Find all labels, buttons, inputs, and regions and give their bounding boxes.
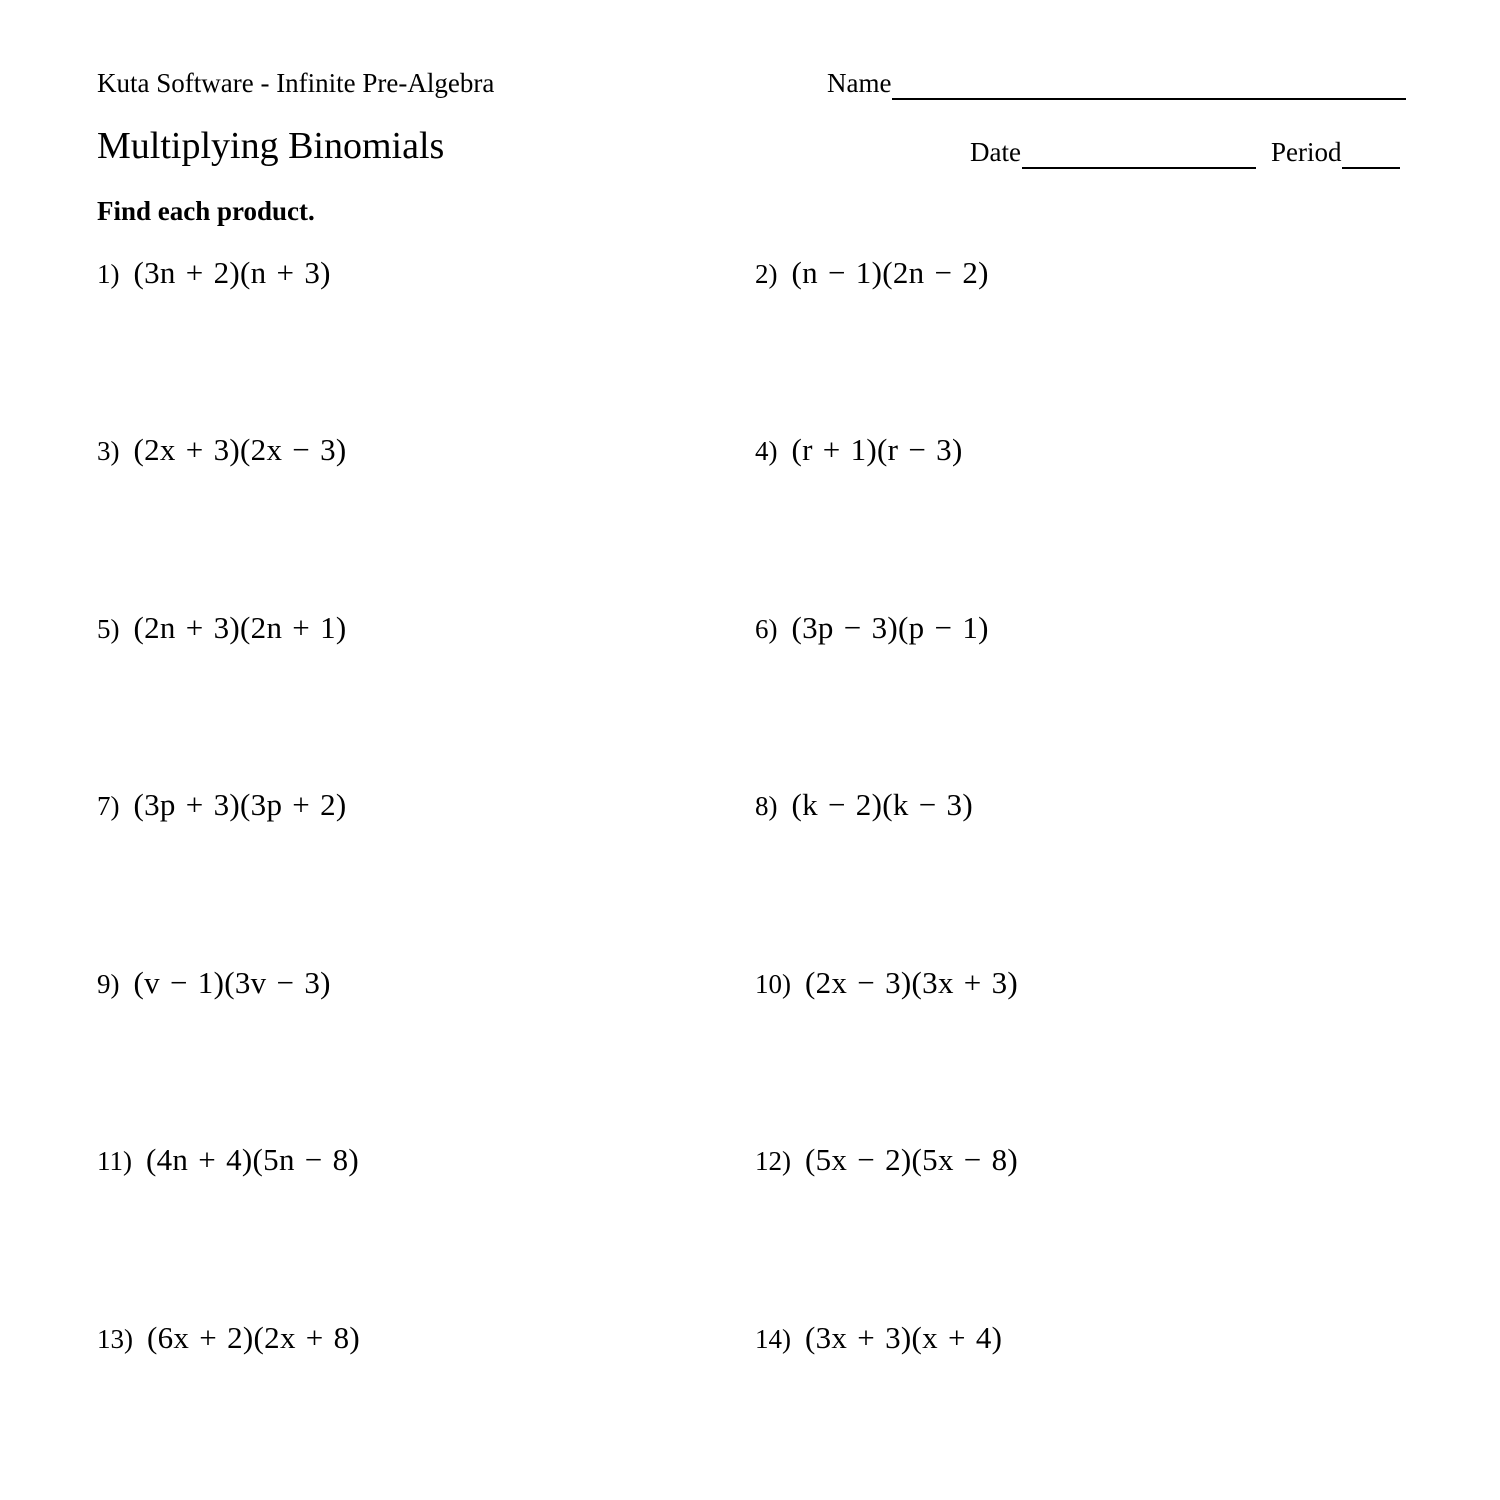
problem-expression: (n − 1)(2n − 2) [791, 255, 989, 290]
problem-number: 5) [97, 614, 120, 644]
problem-expression: (k − 2)(k − 3) [791, 787, 973, 822]
name-field [827, 66, 1406, 100]
problem-number: 10) [755, 969, 791, 999]
instructions: Find each product. [97, 196, 315, 226]
problem-expression: (3p − 3)(p − 1) [791, 610, 989, 645]
problem-item [97, 963, 331, 1004]
problem-expression: (5x − 2)(5x − 8) [805, 1142, 1019, 1177]
date-blank-line [1022, 140, 1256, 169]
problem-number: 7) [97, 791, 120, 821]
name-label: Name [827, 68, 892, 98]
name-blank-line [892, 71, 1406, 100]
problem-number: 3) [97, 436, 120, 466]
problem-expression: (2x + 3)(2x − 3) [133, 432, 347, 467]
problem-expression: (3x + 3)(x + 4) [805, 1320, 1003, 1355]
date-label: Date [970, 137, 1021, 167]
problem-expression: (3p + 3)(3p + 2) [133, 787, 347, 822]
problem-item [755, 608, 989, 649]
problem-expression: (2x − 3)(3x + 3) [805, 965, 1019, 1000]
problem-item [755, 253, 989, 294]
problem-expression: (4n + 4)(5n − 8) [146, 1142, 360, 1177]
problem-item [97, 1140, 359, 1181]
problem-item [97, 430, 347, 471]
period-blank-line [1342, 140, 1400, 169]
problem-expression: (6x + 2)(2x + 8) [147, 1320, 361, 1355]
page-title: Multiplying Binomials [97, 125, 445, 167]
problem-number: 11) [97, 1146, 132, 1176]
publisher-label: Kuta Software - Infinite Pre-Algebra [97, 68, 495, 98]
problem-item [97, 253, 331, 294]
problem-item [97, 785, 347, 826]
problem-item [755, 785, 973, 826]
problem-item [97, 1318, 360, 1359]
problem-item [755, 1140, 1018, 1181]
period-label: Period [1270, 137, 1342, 167]
problem-number: 14) [755, 1324, 791, 1354]
problem-number: 2) [755, 259, 778, 289]
problem-number: 1) [97, 259, 120, 289]
problem-item [755, 963, 1018, 1004]
problem-expression: (r + 1)(r − 3) [791, 432, 963, 467]
problem-number: 12) [755, 1146, 791, 1176]
problem-number: 9) [97, 969, 120, 999]
problem-number: 6) [755, 614, 778, 644]
problem-number: 4) [755, 436, 778, 466]
problem-number: 13) [97, 1324, 133, 1354]
problem-expression: (v − 1)(3v − 3) [133, 965, 331, 1000]
problem-expression: (3n + 2)(n + 3) [133, 255, 331, 290]
problem-item [97, 608, 347, 649]
problem-expression: (2n + 3)(2n + 1) [133, 610, 347, 645]
problem-item [755, 1318, 1002, 1359]
problem-number: 8) [755, 791, 778, 821]
problem-item [755, 430, 963, 471]
date-period-row [970, 135, 1400, 169]
